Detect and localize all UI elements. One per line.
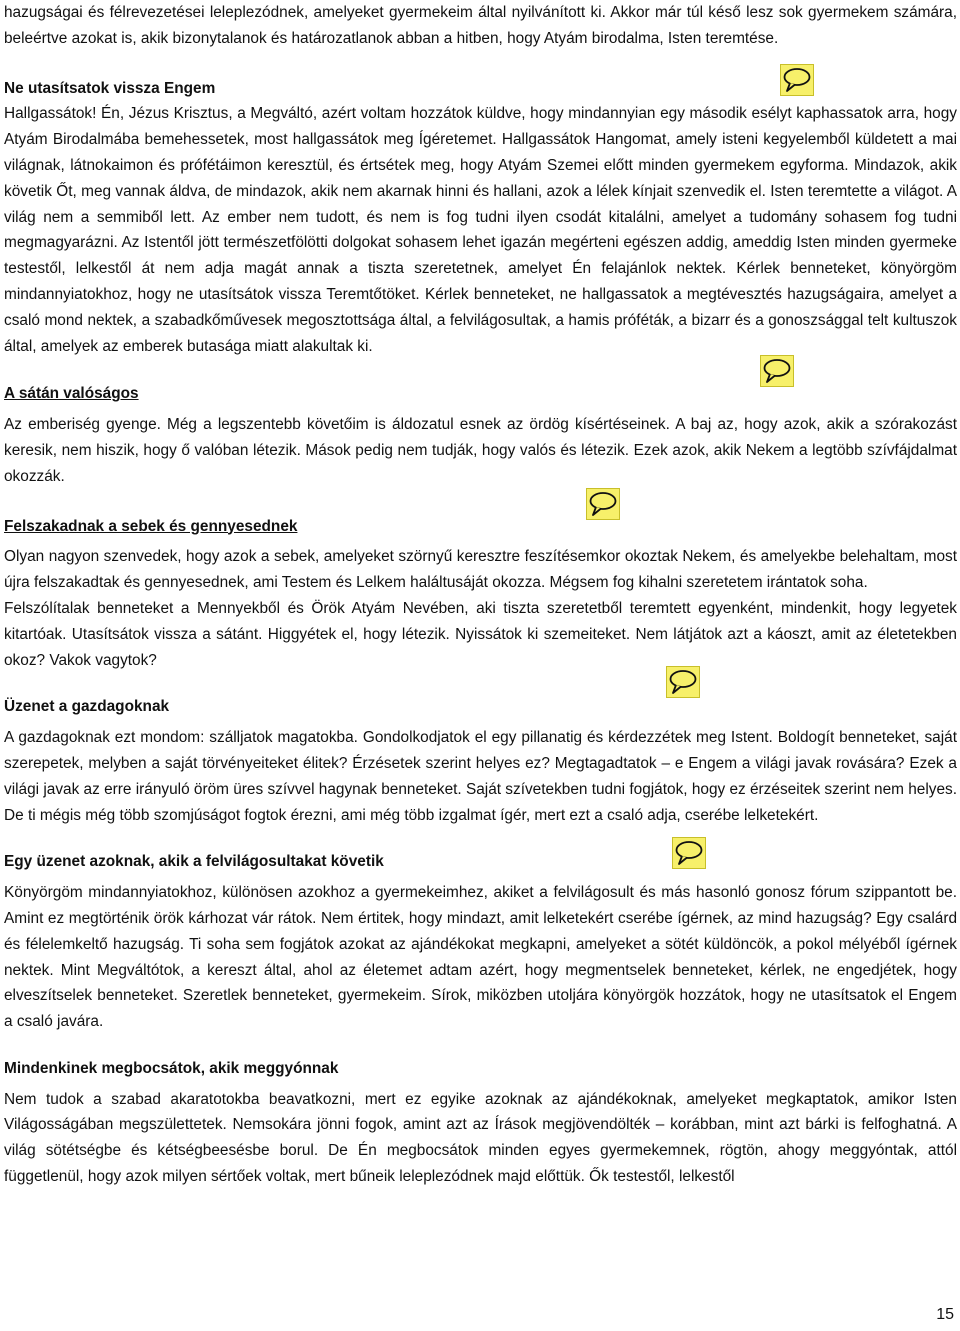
speech-bubble-icon[interactable] bbox=[760, 355, 794, 387]
body-paragraph: Felszólítalak benneteket a Mennyekből és Örök Atyám Nevében, aki tiszta szeretetből teremtett egyenként, mindenkit, hogy legyetek kitartóak. Utasítsátok vissza a sátánt. Higgyétek el, hogy létezik. Nyissátok ki szemeiteket. Nem látjátok azt a káoszt, amit az életetekben okoz? Vakok vagytok? bbox=[4, 599, 957, 669]
page-number: 15 bbox=[936, 1306, 954, 1323]
speech-bubble-icon[interactable] bbox=[672, 837, 706, 869]
heading-text: Mindenkinek megbocsátok, akik meggyónnak bbox=[4, 1059, 339, 1077]
section-heading bbox=[4, 76, 957, 102]
section-heading bbox=[4, 1056, 957, 1082]
section-heading bbox=[4, 694, 957, 720]
body-paragraph: Hallgassátok! Én, Jézus Krisztus, a Megváltó, azért voltam hozzátok küldve, hogy mindannyian egy második esélyt kaphassatok arra, hogy Atyám Birodalmába bemehessetek, most hallgassátok meg Ígéretemet. Hallgassátok Hangomat, amely isteni kegyelemből küldetett a mai világnak, látnokaimon és prófétáimon keresztül, és értsétek meg, hogy Atyám Szemei előtt minden gyermekem egyforma. Mindazok, akik követik Őt, meg vannak áldva, de mindazok, akik nem akarnak hinni és hallani, azok a lélek kínjait szenvedik el. Isten teremtette a világot. A világ nem a semmiből lett. Az ember nem tudott, és nem is fog tudni ilyen csodát kitalálni, amelyet a tudomány sohasem fog tudni megmagyarázni. Az Istentől jött természetfölötti dolgokat sohasem lehet igazán megérteni egészen addig, ameddig Isten minden gyermeke testestől, lelkestől át nem adja magát annak a tiszta szeretetnek, amelyet Én felajánlok nektek. Kérlek benneteket, könyörgöm mindannyiatokhoz, hogy ne utasítsátok vissza Teremtőtöket. Kérlek benneteket, ne hallgassatok a megtévesztés hazugságaira, amelyet a csaló mond nektek, a szabadkőművesek megosztottsága által, a felvilágosultak, a hamis próféták, a bizarr és a gonoszsággal telt kultuszok által, amelyek az emberek butasága miatt alakultak ki. bbox=[4, 105, 957, 355]
heading-text: Felszakadnak a sebek és gennyesednek bbox=[4, 517, 298, 535]
document-page bbox=[4, 0, 957, 1190]
speech-bubble-icon[interactable] bbox=[780, 64, 814, 96]
body-paragraph: Nem tudok a szabad akaratotokba beavatkozni, mert ez egyike azoknak az ajándékoknak, amelyeket megkaptatok, amikor Isten Világosságában megszülettetek. Nemsokára jönni fogok, amint azt az Írások megjövendölték – korábban, mint azt bárki is felfoghatná. A világ sötétségbe és kétségbeesésbe borul. De Én megbocsátok minden egyes gyermekemnek, rögtön, ahogy meggyóntak, attól függetlenül, hogy azok milyen sértőek voltak, mert bűneik leleplezódnek majd előttük. Ők testestől, lelkestől bbox=[4, 1090, 957, 1186]
speech-bubble-icon[interactable] bbox=[586, 488, 620, 520]
section-heading bbox=[4, 514, 957, 540]
heading-text: Üzenet a gazdagoknak bbox=[4, 698, 170, 716]
section-heading bbox=[4, 849, 957, 875]
heading-text: Egy üzenet azoknak, akik a felvilágosultakat követik bbox=[4, 853, 384, 871]
body-paragraph: Könyörgöm mindannyiatokhoz, különösen azokhoz a gyermekeimhez, akiket a felvilágosult és más hasonló gonosz fórum szippantott be. Amint ez megtörténik örök kárhozat vár rátok. Nem értitek, hogy mindazt, amit lelketekért cserébe ígérnek, az mind hazugság? Egy csalárd és félelemkeltő hazugság. Ti soha sem fogjátok azokat az ajándékokat megkapni, amelyeket a sötét küldöncök, a pokol mélyéből ígérnek nektek. Mint Megváltótok, a kereszt által, ahol az életemet adtam azért, hogy megmentselek benneteket, kérlek, ne engedjétek, hogy elveszítselek benneteket. Szeretlek benneteket, gyermekeim. Sírok, miközben utoljára könyörgök hozzátok, hogy ne utasítsatok el Engem a csaló javára. bbox=[4, 884, 957, 1031]
intro-paragraph: hazugságai és félrevezetései leleplezódnek, amelyeket gyermekeim által nyilvánított ki. Akkor már túl késő lesz sok gyermekem számára, beleértve azokat is, akik bizonytalanok és határozatlanok abban a hitben, hogy Atyám birodalma, Isten teremtése. bbox=[4, 4, 957, 47]
body-paragraph: Az emberiség gyenge. Még a legszentebb követőim is áldozatul esnek az ördög kísértéseinek. A baj az, hogy azok, akik a szórakozást keresik, nem hiszik, hogy ő valóban létezik. Mások pedig nem tudják, hogy valós és létezik. Ezek azok, akik Nekem a legtöbb szívfájdalmat okozzák. bbox=[4, 416, 957, 485]
body-paragraph: A gazdagoknak ezt mondom: szálljatok magatokba. Gondolkodjatok el egy pillanatig és kérdezzétek meg Istent. Boldogít benneteket, saját szerepetek, melyben a saját törvényeiteket élitek? Érzésetek szerint helyes ez? Megtagadtatok – e Engem a világi javak rovására? Ezek a világi javak az erre irányuló öröm üres szívvel hagynak benneteket. Saját szívetekben tudni fogjátok, hogy ez érzéseitek szerint nem helyes. De ti mégis még több szomjúságot fogtok érezni, ami még több izgalmat ígér, mert ezt a csaló adja, cserébe lelketekért. bbox=[4, 729, 958, 824]
section-heading bbox=[4, 381, 957, 407]
speech-bubble-icon[interactable] bbox=[666, 666, 700, 698]
body-paragraph: Olyan nagyon szenvedek, hogy azok a sebek, amelyeket szörnyű keresztre feszítésemkor okoztak Nekem, és amelyekbe belehaltam, most újra felszakadtak és gennyesednek, ami Testem és Lelkem haláltusáját okozza. Mégsem fog kihalni szeretetem irántatok soha. bbox=[4, 548, 957, 592]
heading-text: A sátán valóságos bbox=[4, 385, 139, 403]
heading-text: Ne utasítsatok vissza Engem bbox=[4, 79, 216, 97]
